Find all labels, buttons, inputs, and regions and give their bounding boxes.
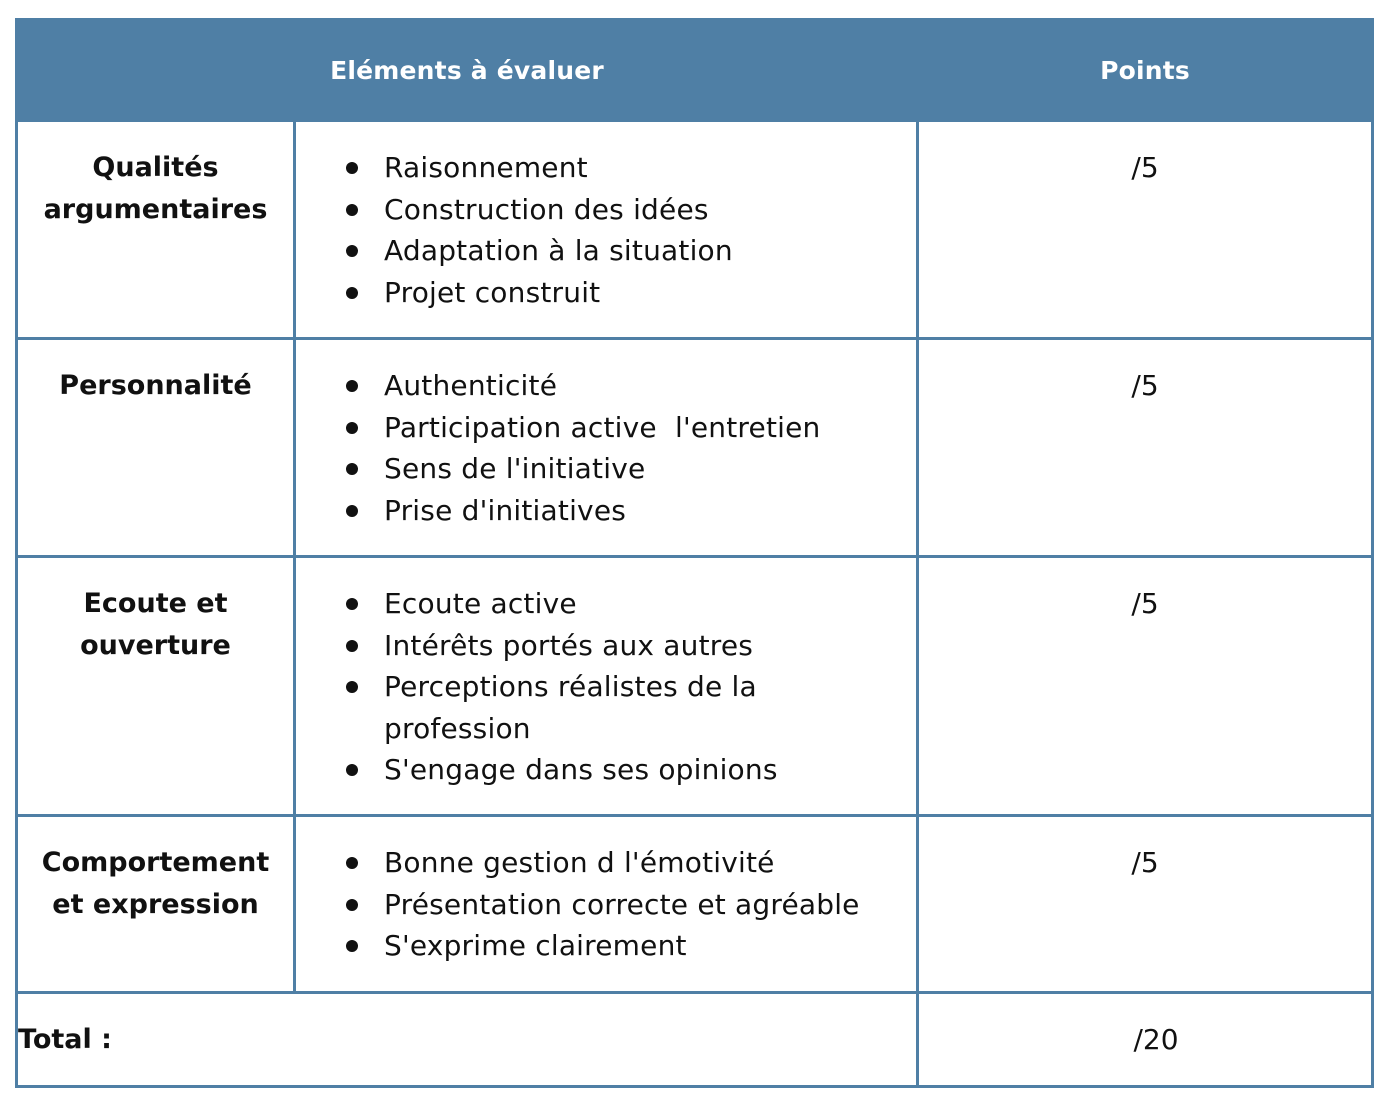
criterion-label: Personnalité <box>17 339 295 557</box>
bullet-icon <box>346 899 358 911</box>
list-item <box>344 230 916 272</box>
evaluation-table <box>15 18 1374 1088</box>
bullet-icon <box>346 380 358 392</box>
item-text: Présentation correcte et agréable <box>384 887 860 921</box>
item-text: Prise d'initiatives <box>384 493 627 527</box>
item-text: Perceptions réalistes de la profession <box>384 670 757 745</box>
item-text: Ecoute active <box>384 587 577 620</box>
list-item <box>344 365 916 407</box>
total-label: Total : <box>17 993 918 1087</box>
item-text: Construction des idées <box>384 192 709 226</box>
bullet-icon <box>346 857 358 869</box>
table-row <box>17 557 1373 816</box>
bullet-icon <box>346 681 358 693</box>
list-item <box>344 583 916 625</box>
bullet-list <box>296 583 916 791</box>
item-text: Projet construit <box>384 275 601 309</box>
criterion-items <box>295 816 918 993</box>
bullet-icon <box>346 162 358 174</box>
bullet-icon <box>346 505 358 517</box>
header-elements: Eléments à évaluer <box>17 20 918 121</box>
bullet-list <box>296 147 916 313</box>
table-row <box>17 121 1373 339</box>
item-text: S'engage dans ses opinions <box>384 753 778 787</box>
list-item <box>344 189 916 231</box>
list-item <box>344 625 916 667</box>
bullet-icon <box>346 463 358 475</box>
item-text: Raisonnement <box>384 151 588 184</box>
evaluation-grid <box>15 18 1371 1082</box>
criterion-items <box>295 339 918 557</box>
criterion-items <box>295 121 918 339</box>
criterion-label: Ecoute et ouverture <box>17 557 295 816</box>
criterion-label: Qualités argumentaires <box>17 121 295 339</box>
bullet-icon <box>346 245 358 257</box>
points-value: /5 <box>918 557 1373 816</box>
item-text: Sens de l'initiative <box>384 452 646 486</box>
points-value: /5 <box>918 816 1373 993</box>
criterion-items <box>295 557 918 816</box>
bullet-icon <box>346 940 358 952</box>
bullet-icon <box>346 204 358 216</box>
item-text: Participation active l'entretien <box>384 410 821 444</box>
item-text: Bonne gestion d l'émotivité <box>384 846 775 879</box>
list-item <box>344 272 916 314</box>
points-value: /5 <box>918 339 1373 557</box>
header-points: Points <box>918 20 1373 121</box>
table-header-row <box>17 20 1373 121</box>
total-cell <box>918 993 1373 1087</box>
total-row <box>17 993 1373 1087</box>
table-row <box>17 339 1373 557</box>
points-value: /5 <box>918 121 1373 339</box>
list-item <box>344 884 916 926</box>
bullet-icon <box>346 287 358 299</box>
list-item <box>344 749 916 791</box>
bullet-icon <box>346 764 358 776</box>
criterion-label: Comportement et expression <box>17 816 295 993</box>
list-item <box>344 842 916 884</box>
item-text: Intérêts portés aux autres <box>384 628 754 662</box>
list-item <box>344 925 916 967</box>
bullet-list <box>296 365 916 531</box>
bullet-icon <box>346 598 358 610</box>
list-item <box>344 448 916 490</box>
item-text: Adaptation à la situation <box>384 234 733 268</box>
item-text: S'exprime clairement <box>384 929 687 963</box>
table-row <box>17 816 1373 993</box>
bullet-icon <box>346 422 358 434</box>
total-value: /20 <box>1133 1023 1179 1056</box>
list-item <box>344 407 916 449</box>
list-item <box>344 666 774 749</box>
list-item <box>344 490 916 532</box>
list-item <box>344 147 916 189</box>
item-text: Authenticité <box>384 369 558 402</box>
bullet-icon <box>346 640 358 652</box>
bullet-list <box>296 842 916 967</box>
